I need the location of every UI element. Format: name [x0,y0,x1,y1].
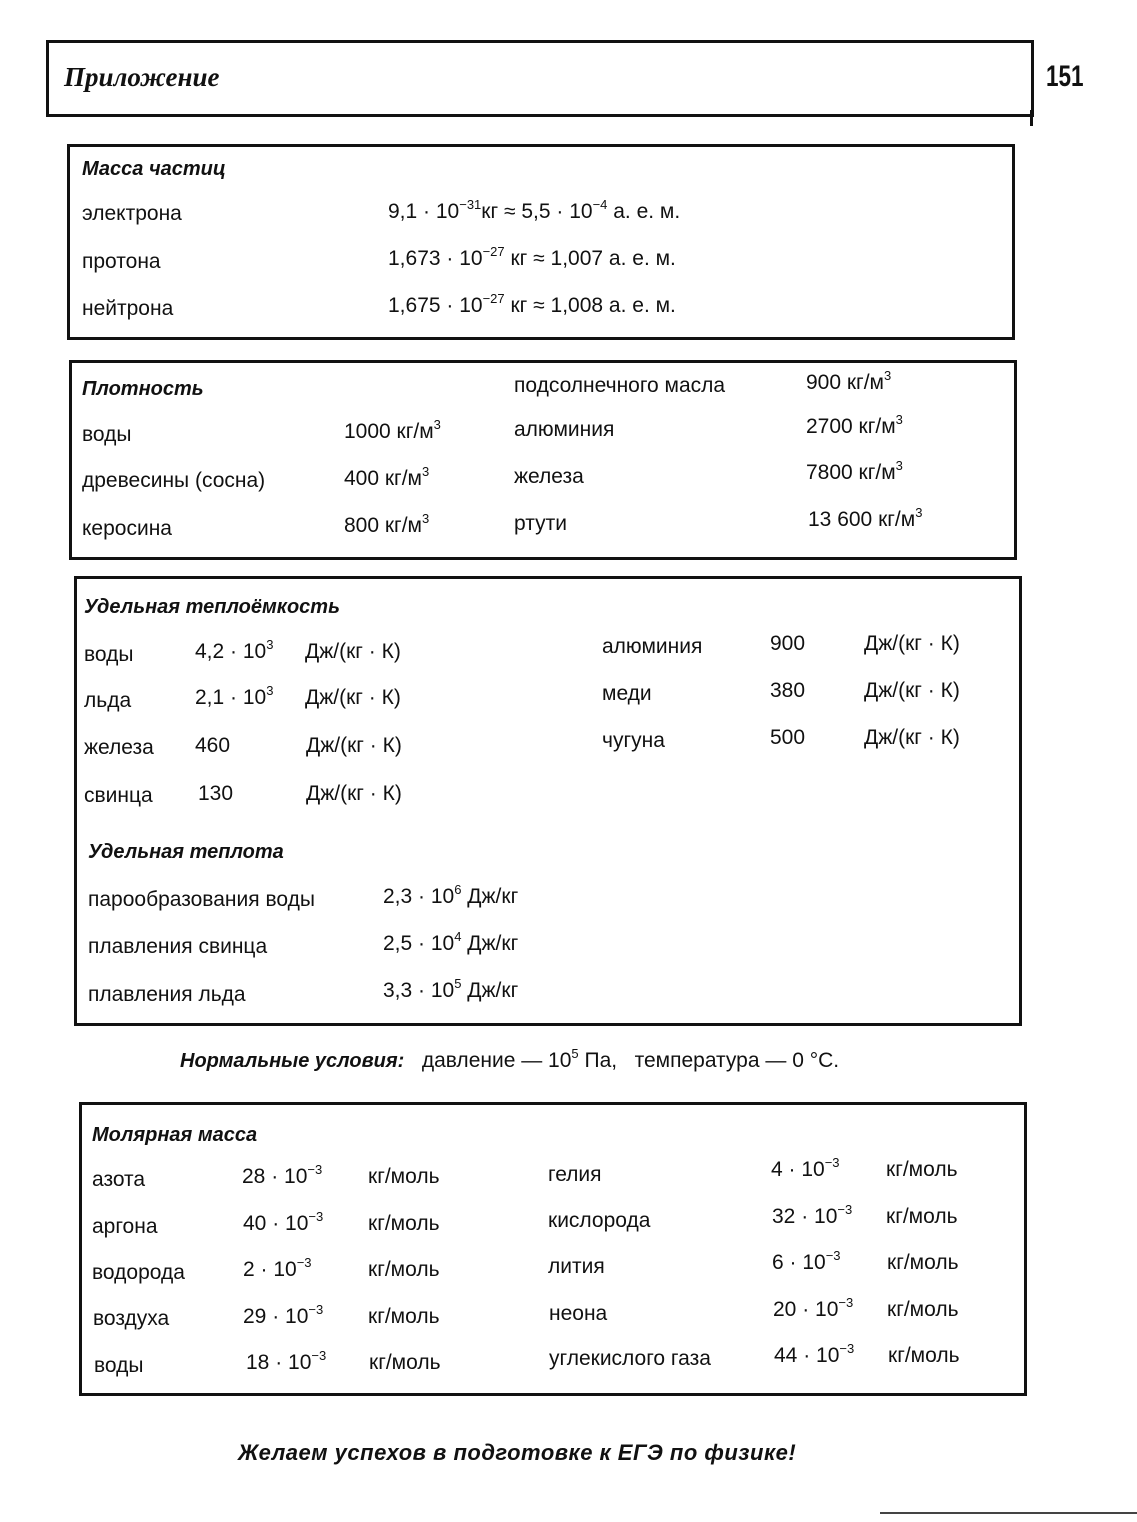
heat-capacity-label: воды [84,643,134,666]
heat-capacity-value: 900 [770,632,806,655]
heat-capacity-value: $4,2 \cdot 10^3$ [195,637,274,663]
particle-value: $9,1 \cdot 10^{-31}кг \approx 5,5 \cdot 10^{-4}$ а. е. м. [388,197,681,223]
bottom-rule [880,1512,1137,1514]
density-value: 400 $кг/м^3$ [344,464,430,490]
molar-value: $32 \cdot 10^{-3}$ [772,1202,853,1228]
particle-value: $1,675 \cdot 10^{-27}$ кг ≈ 1,008 а. е. м. [388,291,676,317]
density-value: 7800 $кг/м^3$ [806,458,903,484]
particle-mass-title: Масса частиц [82,158,226,180]
heat-capacity-value: 500 [770,726,806,749]
density-label: воды [82,423,132,446]
heat-capacity-label: алюминия [602,635,703,658]
molar-label: гелия [548,1163,602,1186]
heat-capacity-value: 130 [198,782,234,805]
footer-wish: Желаем успехов в подготовке к ЕГЭ по физике! [238,1440,797,1465]
molar-value: $44 \cdot 10^{-3}$ [774,1341,855,1367]
density-label: керосина [82,517,172,540]
molar-value: $20 \cdot 10^{-3}$ [773,1295,854,1321]
heat-capacity-value: 380 [770,679,806,702]
particle-label: нейтрона [82,297,174,320]
molar-label: аргона [92,1215,158,1238]
molar-label: лития [548,1255,605,1278]
molar-unit: кг/моль [368,1165,440,1188]
specific-heat-label: парообразования воды [88,888,315,911]
specific-heat-label: плавления свинца [88,935,268,958]
heat-capacity-value: $2,1 \cdot 10^3$ [195,683,274,709]
specific-heat-value: $2,5 \cdot 10^4$ Дж/кг [383,929,519,955]
header-divider [1030,110,1033,126]
density-value: 2700 $кг/м^3$ [806,412,903,438]
heat-capacity-unit: Дж/(кг · К) [305,640,401,663]
specific-heat-value: $3,3 \cdot 10^5$ Дж/кг [383,976,519,1002]
density-label: ртути [514,512,567,535]
density-value: 1000 $кг/м^3$ [344,417,441,443]
molar-label: неона [549,1302,608,1325]
molar-value: $28 \cdot 10^{-3}$ [242,1162,323,1188]
density-value: 13 600 $кг/м^3$ [808,505,923,531]
specific-heat-value: $2,3 \cdot 10^6$ Дж/кг [383,882,519,908]
heat-capacity-unit: Дж/(кг · К) [864,726,960,749]
density-value: 900 $кг/м^3$ [806,368,892,394]
heat-capacity-label: чугуна [602,729,665,752]
specific-heat-label: плавления льда [88,983,246,1006]
molar-unit: кг/моль [368,1258,440,1281]
molar-value: $2 \cdot 10^{-3}$ [243,1255,312,1281]
normal-conditions: Нормальные условия: давление — $10^5$ Па, температура — 0 °С. [180,1046,840,1072]
heat-capacity-label: свинца [84,784,153,807]
molar-value: $40 \cdot 10^{-3}$ [243,1209,324,1235]
molar-unit: кг/моль [886,1158,958,1181]
molar-label: воды [94,1354,144,1377]
density-label: подсолнечного масла [514,374,726,397]
density-title: Плотность [82,378,204,400]
normal-conditions-title: Нормальные условия: [180,1050,405,1072]
specific-heat-title: Удельная теплота [88,841,284,863]
molar-label: азота [92,1168,146,1191]
molar-unit: кг/моль [368,1305,440,1328]
molar-unit: кг/моль [369,1351,441,1374]
molar-unit: кг/моль [886,1205,958,1228]
particle-label: протона [82,250,161,273]
molar-label: углекислого газа [549,1347,711,1370]
heat-capacity-label: железа [84,736,154,759]
molar-label: кислорода [548,1209,651,1232]
page-number: 151 [1046,60,1084,93]
heat-capacity-value: 460 [195,734,231,757]
molar-value: $18 \cdot 10^{-3}$ [246,1348,327,1374]
molar-value: $29 \cdot 10^{-3}$ [243,1302,324,1328]
heat-capacity-unit: Дж/(кг · К) [306,734,402,757]
section-title: Приложение [64,62,220,92]
molar-unit: кг/моль [887,1251,959,1274]
heat-capacity-title: Удельная теплоёмкость [84,596,340,618]
density-value: 800 $кг/м^3$ [344,511,430,537]
particle-label: электрона [82,202,182,225]
heat-capacity-unit: Дж/(кг · К) [864,679,960,702]
molar-label: водорода [92,1261,185,1284]
molar-unit: кг/моль [887,1298,959,1321]
density-label: древесины (сосна) [82,469,266,492]
heat-capacity-label: льда [84,689,132,712]
molar-mass-title: Молярная масса [92,1124,258,1146]
particle-value: $1,673 \cdot 10^{-27}$ кг ≈ 1,007 а. е. м. [388,244,676,270]
density-label: железа [514,465,584,488]
heat-capacity-unit: Дж/(кг · К) [305,686,401,709]
molar-unit: кг/моль [368,1212,440,1235]
molar-unit: кг/моль [888,1344,960,1367]
heat-capacity-unit: Дж/(кг · К) [864,632,960,655]
density-label: алюминия [514,418,615,441]
molar-value: $4 \cdot 10^{-3}$ [771,1155,840,1181]
molar-label: воздуха [93,1307,170,1330]
molar-value: $6 \cdot 10^{-3}$ [772,1248,841,1274]
heat-capacity-label: меди [602,682,652,705]
heat-capacity-unit: Дж/(кг · К) [306,782,402,805]
